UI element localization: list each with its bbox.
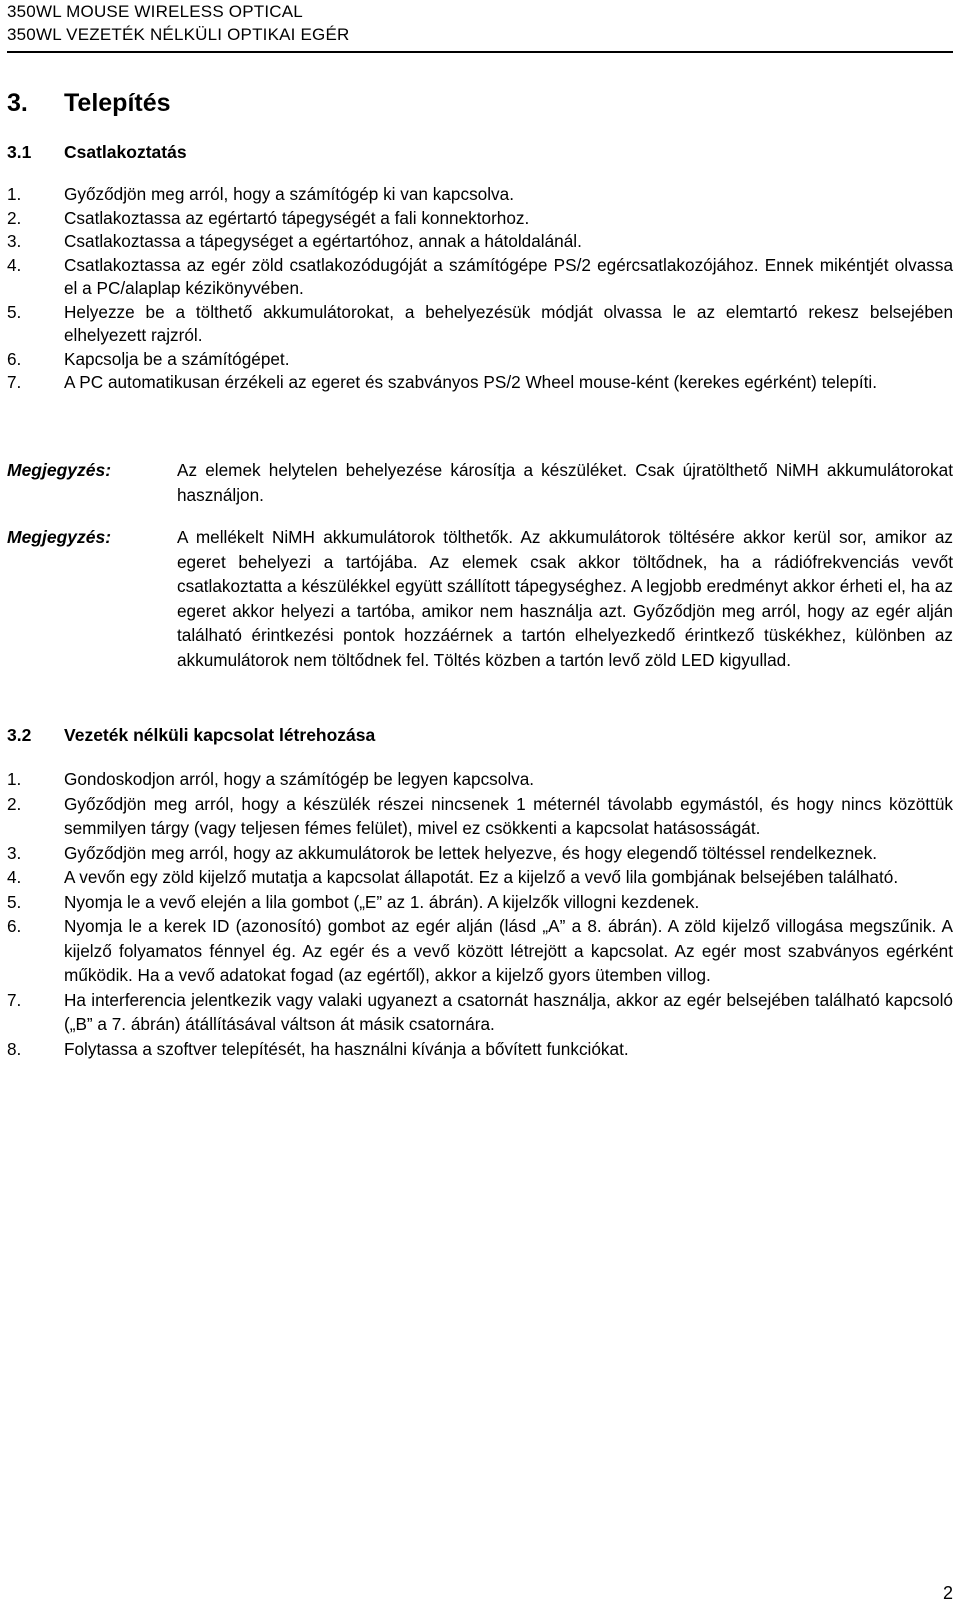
list-item: 4. Csatlakoztassa az egér zöld csatlakozódugóját a számítógépe PS/2 egércsatlakozójához. Ennek mikéntjét olvassa el a PC/alaplap kézikönyvében. [7,254,953,298]
section-3-2-number: 3.2 [7,725,32,745]
list-item: 6. Nyomja le a kerek ID (azonosító) gombot az egér alján (lásd „A” a 8. ábrán). A zöld kijelző villogása megszűnik. A kijelző folyamatos fénnyel ég. Az egér és a vevő között létrejött a kapcsolat. Az egér most szabványos egérként működik. Ha a vevő adatokat fogad (az egértől), akkor a kijelző gyors ütemben villog. [7,916,953,985]
section-3-1-number: 3.1 [7,142,32,162]
section-3-1-heading [7,141,187,163]
list-item: 3. Csatlakoztassa a tápegységet a egértartóhoz, annak a hátoldalánál. [7,231,582,251]
section-3-2-heading [7,724,375,746]
list-item: 2. Győződjön meg arról, hogy a készülék részei nincsenek 1 méternél távolabb egymástól, és hogy nincs közöttük semmilyen tárgy (vagy teljesen fémes felület), mivel ez csökkenti a kapcsolat hatásosságát. [7,793,953,838]
note-text: Az elemek helytelen behelyezése károsítja a készüléket. Csak újratölthető NiMH akkumulátorokat használjon. [177,460,953,505]
list-item: 4. A vevőn egy zöld kijelző mutatja a kapcsolat állapotát. Ez a kijelző a vevő lila gombjának belsejében található. [7,867,899,887]
section-3-title: Telepítés [64,89,171,117]
note-text: A mellékelt NiMH akkumulátorok tölthetők. Az akkumulátorok töltésére akkor kerül sor, amikor az egeret behelyezi a tartójába. Az elemek csak akkor töltődnek, ha a rádiófrekvenciás vevőt csatlakoztatta a készülékkel együtt szállított tápegységhez. A legjobb eredményt akkor érheti el, ha az egeret akkor helyezi a tartóba, amikor nem használja azt. Győződjön meg arról, hogy az egér alján található érintkezési pontok hozzáérnek a tartón elhelyezkedő érintkező tüskékhez, különben az akkumulátorok nem töltődnek fel. Töltés közben a tartón levő zöld LED kigyullad. [177,527,953,670]
list-item: 8. Folytassa a szoftver telepítését, ha használni kívánja a bővített funkciókat. [7,1038,629,1059]
list-item: 7. Ha interferencia jelentkezik vagy valaki ugyanezt a csatornát használja, akkor az egér belsejében található kapcsoló („B” a 7. ábrán) átállításával váltson át másik csatornára. [7,989,953,1034]
connection-steps-list [7,183,953,395]
section-3-2-title: Vezeték nélküli kapcsolat létrehozása [64,725,376,745]
section-3-number: 3. [7,89,28,117]
list-item: 7. A PC automatikusan érzékeli az egeret és szabványos PS/2 Wheel mouse-ként (kerekes egérként) telepíti. [7,372,877,392]
list-item: 1. Gondoskodjon arról, hogy a számítógép be legyen kapcsolva. [7,769,535,789]
list-item: 5. Helyezze be a tölthető akkumulátorokat, a behelyezésük módját olvassa le az elemtartó rekesz belsejében elhelyezett rajzról. [7,301,953,345]
header-title-english: 350WL MOUSE WIRELESS OPTICAL [7,2,303,21]
list-item: 5. Nyomja le a vevő elején a lila gombot („E” az 1. ábrán). A kijelzők villogni kezdenek. [7,891,700,912]
note-label: Megjegyzés: [7,460,112,480]
section-3-1-title: Csatlakoztatás [64,142,187,162]
list-item: 1. Győződjön meg arról, hogy a számítógép ki van kapcsolva. [7,184,514,204]
section-3-heading [7,88,171,118]
header-title-hungarian: 350WL VEZETÉK NÉLKÜLI OPTIKAI EGÉR [7,25,350,44]
note-label: Megjegyzés: [7,527,112,547]
page-number: 2 [942,1583,953,1603]
wireless-steps-list [7,767,953,1061]
list-item: 2. Csatlakoztassa az egértartó tápegységét a fali konnektorhoz. [7,207,530,228]
page-header [7,0,953,53]
list-item: 3. Győződjön meg arról, hogy az akkumulátorok be lettek helyezve, és hogy elegendő töltéssel rendelkeznek. [7,842,878,863]
list-item: 6. Kapcsolja be a számítógépet. [7,348,290,369]
